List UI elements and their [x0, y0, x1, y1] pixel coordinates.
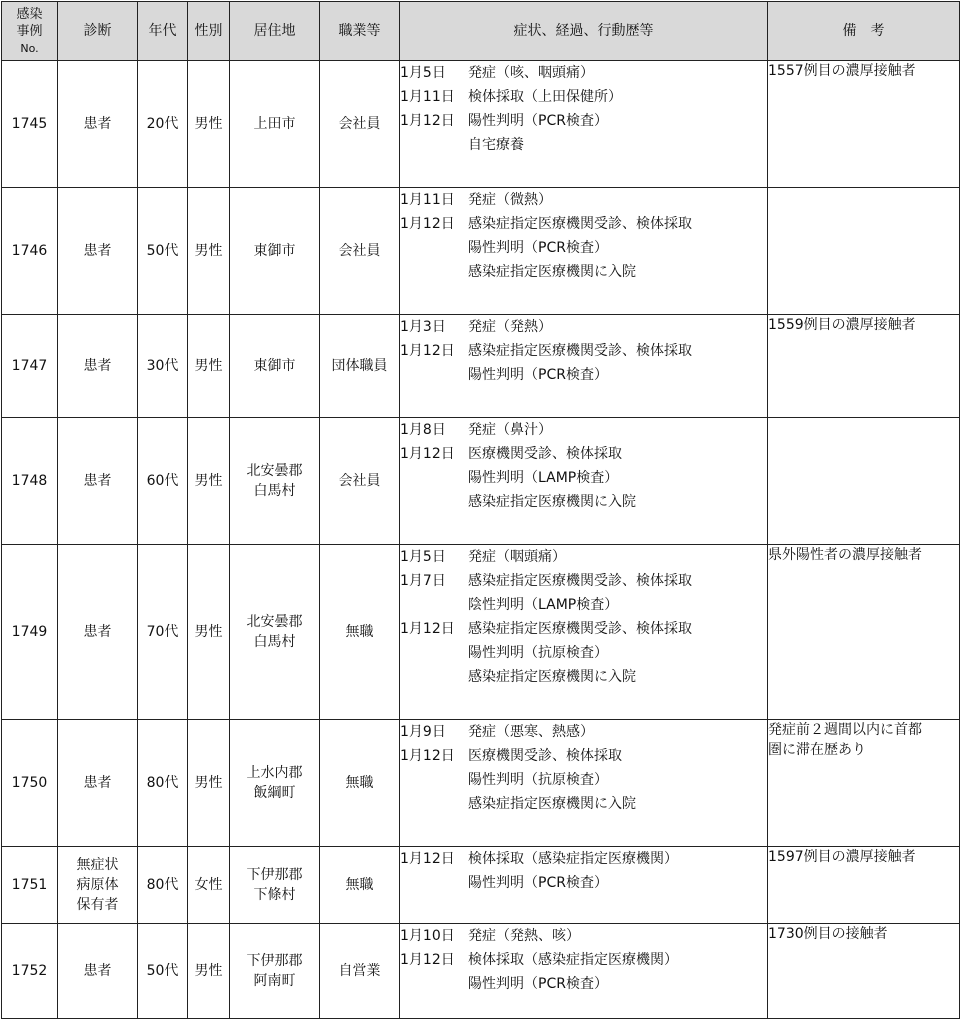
case-no-cell: 1752	[2, 924, 58, 1019]
history-event	[400, 236, 767, 260]
case-no-cell: 1749	[2, 545, 58, 720]
history-event	[400, 744, 767, 768]
event-date: 1月11日	[400, 192, 455, 208]
remarks-cell: 県外陽性者の濃厚接触者	[768, 545, 960, 720]
occupation-cell: 無職	[320, 545, 400, 720]
sex-cell: 女性	[188, 847, 230, 924]
header-case-no-line1: 感染	[16, 6, 43, 22]
header-case-no-line3: No.	[20, 41, 39, 55]
event-date: 1月12日	[400, 621, 455, 637]
history-cell	[400, 61, 768, 188]
history-cell	[400, 847, 768, 924]
event-date: 1月5日	[400, 549, 446, 565]
event-date: 1月12日	[400, 748, 455, 764]
event-date: 1月10日	[400, 928, 455, 944]
occupation-cell: 無職	[320, 847, 400, 924]
age-cell: 20代	[138, 61, 188, 188]
event-date: 1月11日	[400, 89, 455, 105]
event-text: 医療機関受診、検体採取	[468, 748, 622, 764]
header-residence: 居住地	[230, 2, 320, 61]
event-text: 自宅療養	[468, 137, 524, 153]
event-text: 発症（悪寒、熱感）	[468, 724, 594, 740]
residence-cell: 北安曇郡 白馬村	[230, 545, 320, 720]
event-date: 1月9日	[400, 724, 446, 740]
event-text: 陽性判明（PCR検査）	[468, 367, 608, 383]
history-event	[400, 847, 767, 871]
history-event	[400, 768, 767, 792]
remarks-cell: 発症前２週間以内に首都 圏に滞在歴あり	[768, 720, 960, 847]
history-event	[400, 61, 767, 85]
event-text: 陰性判明（LAMP検査）	[468, 597, 619, 613]
header-case-no	[2, 2, 58, 61]
event-text: 陽性判明（PCR検査）	[468, 113, 608, 129]
history-event	[400, 617, 767, 641]
event-text: 感染症指定医療機関受診、検体採取	[468, 573, 692, 589]
occupation-cell: 団体職員	[320, 315, 400, 418]
event-text: 感染症指定医療機関受診、検体採取	[468, 343, 692, 359]
occupation-cell: 会社員	[320, 418, 400, 545]
history-event	[400, 948, 767, 972]
header-occupation: 職業等	[320, 2, 400, 61]
table-row	[2, 545, 960, 720]
case-no-cell: 1745	[2, 61, 58, 188]
diagnosis-cell: 無症状 病原体 保有者	[58, 847, 138, 924]
history-event	[400, 109, 767, 133]
case-no-cell: 1751	[2, 847, 58, 924]
event-text: 感染症指定医療機関に入院	[468, 494, 636, 510]
history-event	[400, 339, 767, 363]
table-row	[2, 315, 960, 418]
history-event	[400, 315, 767, 339]
age-cell: 70代	[138, 545, 188, 720]
diagnosis-cell: 患者	[58, 188, 138, 315]
remarks-cell	[768, 188, 960, 315]
event-date	[400, 871, 468, 895]
diagnosis-cell: 患者	[58, 61, 138, 188]
event-date: 1月3日	[400, 319, 446, 335]
case-table-body	[2, 61, 960, 1019]
event-text: 陽性判明（抗原検査）	[468, 645, 608, 661]
residence-cell: 東御市	[230, 188, 320, 315]
event-text: 感染症指定医療機関に入院	[468, 264, 636, 280]
event-text: 発症（発熱）	[468, 319, 552, 335]
history-event	[400, 85, 767, 109]
event-text: 感染症指定医療機関受診、検体採取	[468, 621, 692, 637]
event-date	[400, 768, 468, 792]
history-event	[400, 212, 767, 236]
table-row	[2, 188, 960, 315]
sex-cell: 男性	[188, 545, 230, 720]
sex-cell: 男性	[188, 61, 230, 188]
history-event	[400, 665, 767, 689]
header-remarks: 備 考	[768, 2, 960, 61]
residence-cell: 上水内郡 飯綱町	[230, 720, 320, 847]
history-event	[400, 418, 767, 442]
header-history: 症状、経過、行動歴等	[400, 2, 768, 61]
age-cell: 80代	[138, 720, 188, 847]
event-date: 1月12日	[400, 216, 455, 232]
history-event	[400, 133, 767, 157]
event-date: 1月12日	[400, 851, 455, 867]
remarks-cell: 1730例目の接触者	[768, 924, 960, 1019]
event-text: 検体採取（感染症指定医療機関）	[468, 952, 678, 968]
event-text: 検体採取（感染症指定医療機関）	[468, 851, 678, 867]
header-age: 年代	[138, 2, 188, 61]
age-cell: 80代	[138, 847, 188, 924]
event-text: 発症（鼻汁）	[468, 422, 552, 438]
table-row	[2, 61, 960, 188]
history-event	[400, 871, 767, 895]
remarks-cell: 1597例目の濃厚接触者	[768, 847, 960, 924]
history-event	[400, 792, 767, 816]
header-diagnosis: 診断	[58, 2, 138, 61]
event-date: 1月8日	[400, 422, 446, 438]
history-event	[400, 593, 767, 617]
age-cell: 30代	[138, 315, 188, 418]
header-case-no-line2: 事例	[16, 23, 43, 39]
history-event	[400, 260, 767, 284]
header-sex: 性別	[188, 2, 230, 61]
sex-cell: 男性	[188, 924, 230, 1019]
history-event	[400, 466, 767, 490]
history-event	[400, 972, 767, 996]
event-text: 医療機関受診、検体採取	[468, 446, 622, 462]
header-row	[2, 2, 960, 61]
event-text: 感染症指定医療機関受診、検体採取	[468, 216, 692, 232]
event-date	[400, 466, 468, 490]
sex-cell: 男性	[188, 315, 230, 418]
history-event	[400, 641, 767, 665]
event-date	[400, 792, 468, 816]
event-date: 1月12日	[400, 343, 455, 359]
occupation-cell: 自営業	[320, 924, 400, 1019]
sex-cell: 男性	[188, 188, 230, 315]
diagnosis-cell: 患者	[58, 545, 138, 720]
event-date: 1月12日	[400, 113, 455, 129]
event-date	[400, 236, 468, 260]
sex-cell: 男性	[188, 720, 230, 847]
history-cell	[400, 924, 768, 1019]
event-text: 陽性判明（PCR検査）	[468, 976, 608, 992]
history-event	[400, 442, 767, 466]
event-text: 陽性判明（PCR検査）	[468, 240, 608, 256]
history-event	[400, 720, 767, 744]
event-text: 陽性判明（LAMP検査）	[468, 470, 619, 486]
case-no-cell: 1746	[2, 188, 58, 315]
event-date	[400, 972, 468, 996]
residence-cell: 東御市	[230, 315, 320, 418]
event-text: 発症（微熱）	[468, 192, 552, 208]
event-date	[400, 363, 468, 387]
remarks-cell: 1559例目の濃厚接触者	[768, 315, 960, 418]
event-date	[400, 665, 468, 689]
history-event	[400, 924, 767, 948]
case-no-cell: 1747	[2, 315, 58, 418]
case-no-cell: 1748	[2, 418, 58, 545]
table-row	[2, 720, 960, 847]
event-text: 発症（咳、咽頭痛）	[468, 65, 594, 81]
history-event	[400, 363, 767, 387]
diagnosis-cell: 患者	[58, 418, 138, 545]
residence-cell: 下伊那郡 下條村	[230, 847, 320, 924]
event-date: 1月12日	[400, 446, 455, 462]
history-event	[400, 490, 767, 514]
case-no-cell: 1750	[2, 720, 58, 847]
table-row	[2, 847, 960, 924]
event-date: 1月5日	[400, 65, 446, 81]
event-text: 発症（発熱、咳）	[468, 928, 580, 944]
history-cell	[400, 418, 768, 545]
event-date: 1月12日	[400, 952, 455, 968]
age-cell: 60代	[138, 418, 188, 545]
history-cell	[400, 188, 768, 315]
event-text: 陽性判明（PCR検査）	[468, 875, 608, 891]
event-date	[400, 593, 468, 617]
event-text: 感染症指定医療機関に入院	[468, 669, 636, 685]
remarks-cell: 1557例目の濃厚接触者	[768, 61, 960, 188]
event-text: 陽性判明（抗原検査）	[468, 772, 608, 788]
event-text: 感染症指定医療機関に入院	[468, 796, 636, 812]
event-text: 検体採取（上田保健所）	[468, 89, 622, 105]
event-date	[400, 260, 468, 284]
diagnosis-cell: 患者	[58, 924, 138, 1019]
history-event	[400, 188, 767, 212]
residence-cell: 下伊那郡 阿南町	[230, 924, 320, 1019]
event-date	[400, 490, 468, 514]
history-event	[400, 569, 767, 593]
occupation-cell: 会社員	[320, 188, 400, 315]
residence-cell: 上田市	[230, 61, 320, 188]
age-cell: 50代	[138, 924, 188, 1019]
history-cell	[400, 315, 768, 418]
event-date: 1月7日	[400, 573, 446, 589]
case-table	[1, 1, 960, 1019]
remarks-cell	[768, 418, 960, 545]
event-text: 発症（咽頭痛）	[468, 549, 566, 565]
event-date	[400, 641, 468, 665]
history-event	[400, 545, 767, 569]
occupation-cell: 会社員	[320, 61, 400, 188]
diagnosis-cell: 患者	[58, 720, 138, 847]
history-cell	[400, 720, 768, 847]
residence-cell: 北安曇郡 白馬村	[230, 418, 320, 545]
table-row	[2, 418, 960, 545]
event-date	[400, 133, 468, 157]
history-cell	[400, 545, 768, 720]
occupation-cell: 無職	[320, 720, 400, 847]
table-row	[2, 924, 960, 1019]
diagnosis-cell: 患者	[58, 315, 138, 418]
age-cell: 50代	[138, 188, 188, 315]
sex-cell: 男性	[188, 418, 230, 545]
